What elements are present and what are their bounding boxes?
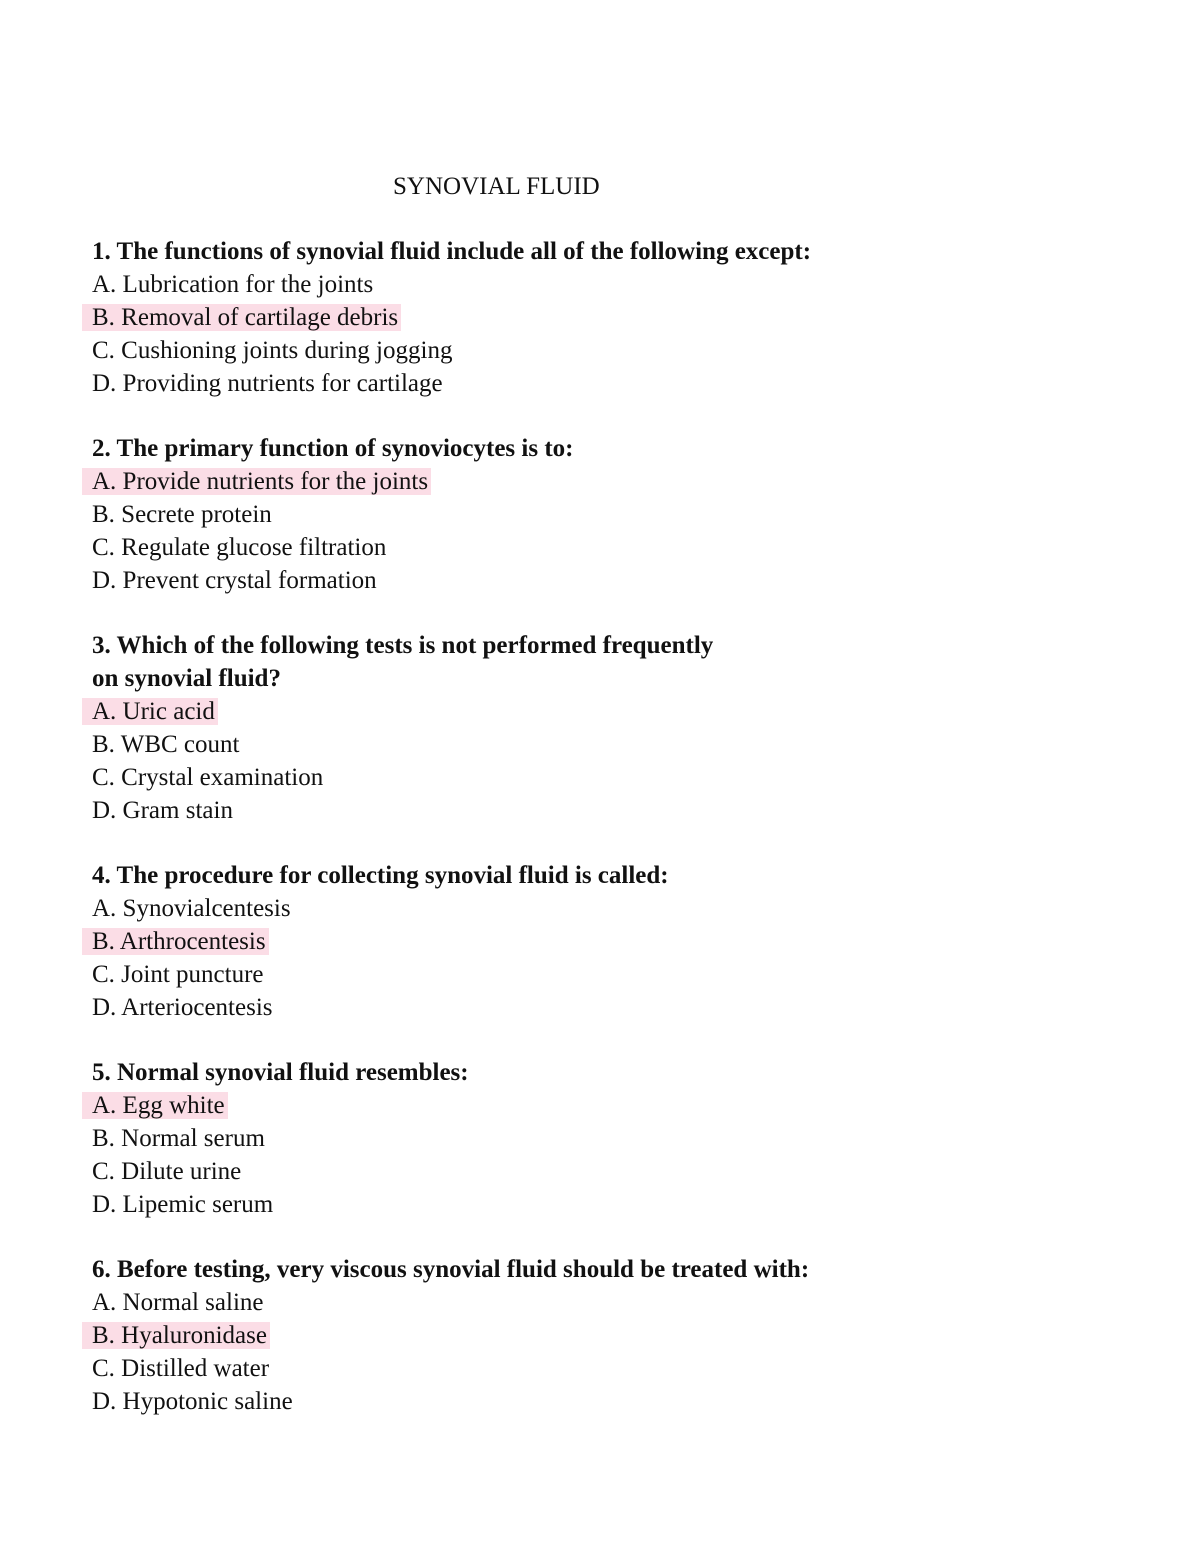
option-d bbox=[92, 991, 1092, 1024]
option-a bbox=[92, 1286, 1092, 1319]
question-text: 3. Which of the following tests is not performed frequently on synovial fluid? bbox=[92, 632, 714, 692]
option-text: D. Prevent crystal formation bbox=[92, 567, 377, 594]
question-4 bbox=[92, 859, 1092, 1024]
option-text: B. Arthrocentesis bbox=[82, 928, 269, 955]
option-text: B. Hyaluronidase bbox=[82, 1322, 270, 1349]
option-text: A. Provide nutrients for the joints bbox=[82, 468, 431, 495]
option-a bbox=[92, 465, 1092, 498]
option-a bbox=[92, 268, 1092, 301]
option-c bbox=[92, 531, 1092, 564]
option-text: C. Joint puncture bbox=[92, 961, 264, 988]
option-b bbox=[92, 301, 1092, 334]
question-list bbox=[92, 235, 1092, 1450]
option-b bbox=[92, 1122, 1092, 1155]
option-text: B. Secrete protein bbox=[92, 501, 272, 528]
option-text: C. Crystal examination bbox=[92, 764, 324, 791]
option-text: A. Egg white bbox=[82, 1092, 228, 1119]
option-a bbox=[92, 892, 1092, 925]
option-text: D. Gram stain bbox=[92, 797, 233, 824]
option-c bbox=[92, 761, 1092, 794]
option-d bbox=[92, 1385, 1092, 1418]
option-text: D. Lipemic serum bbox=[92, 1191, 274, 1218]
option-text: B. Normal serum bbox=[92, 1125, 265, 1152]
page-title: SYNOVIAL FLUID bbox=[393, 173, 600, 200]
question-3 bbox=[92, 629, 1092, 827]
question-text: 4. The procedure for collecting synovial fluid is called: bbox=[92, 862, 669, 889]
option-d bbox=[92, 367, 1092, 400]
question-text: 1. The functions of synovial fluid include all of the following except: bbox=[92, 238, 812, 265]
option-text: C. Regulate glucose filtration bbox=[92, 534, 387, 561]
question-text: 5. Normal synovial fluid resembles: bbox=[92, 1059, 469, 1086]
option-text: A. Normal saline bbox=[92, 1289, 264, 1316]
option-d bbox=[92, 794, 1092, 827]
option-text: D. Providing nutrients for cartilage bbox=[92, 370, 443, 397]
option-d bbox=[92, 564, 1092, 597]
option-text: A. Synovialcentesis bbox=[92, 895, 291, 922]
option-text: D. Arteriocentesis bbox=[92, 994, 273, 1021]
option-text: B. Removal of cartilage debris bbox=[82, 304, 401, 331]
option-text: D. Hypotonic saline bbox=[92, 1388, 293, 1415]
option-text: C. Dilute urine bbox=[92, 1158, 242, 1185]
option-list bbox=[92, 892, 1092, 1024]
option-c bbox=[92, 334, 1092, 367]
option-text: B. WBC count bbox=[92, 731, 240, 758]
option-b bbox=[92, 498, 1092, 531]
option-list bbox=[92, 695, 1092, 827]
question-5 bbox=[92, 1056, 1092, 1221]
option-b bbox=[92, 728, 1092, 761]
option-c bbox=[92, 1155, 1092, 1188]
option-list bbox=[92, 1089, 1092, 1221]
option-d bbox=[92, 1188, 1092, 1221]
question-1 bbox=[92, 235, 1092, 400]
option-list bbox=[92, 465, 1092, 597]
question-6 bbox=[92, 1253, 1092, 1418]
option-b bbox=[92, 1319, 1092, 1352]
option-text: C. Distilled water bbox=[92, 1355, 270, 1382]
question-text: 2. The primary function of synoviocytes is to: bbox=[92, 435, 574, 462]
option-a bbox=[92, 1089, 1092, 1122]
option-text: A. Uric acid bbox=[82, 698, 218, 725]
option-text: C. Cushioning joints during jogging bbox=[92, 337, 453, 364]
option-c bbox=[92, 958, 1092, 991]
option-text: A. Lubrication for the joints bbox=[92, 271, 374, 298]
question-text: 6. Before testing, very viscous synovial fluid should be treated with: bbox=[92, 1256, 810, 1283]
option-c bbox=[92, 1352, 1092, 1385]
option-list bbox=[92, 1286, 1092, 1418]
option-b bbox=[92, 925, 1092, 958]
question-2 bbox=[92, 432, 1092, 597]
option-a bbox=[92, 695, 1092, 728]
option-list bbox=[92, 268, 1092, 400]
